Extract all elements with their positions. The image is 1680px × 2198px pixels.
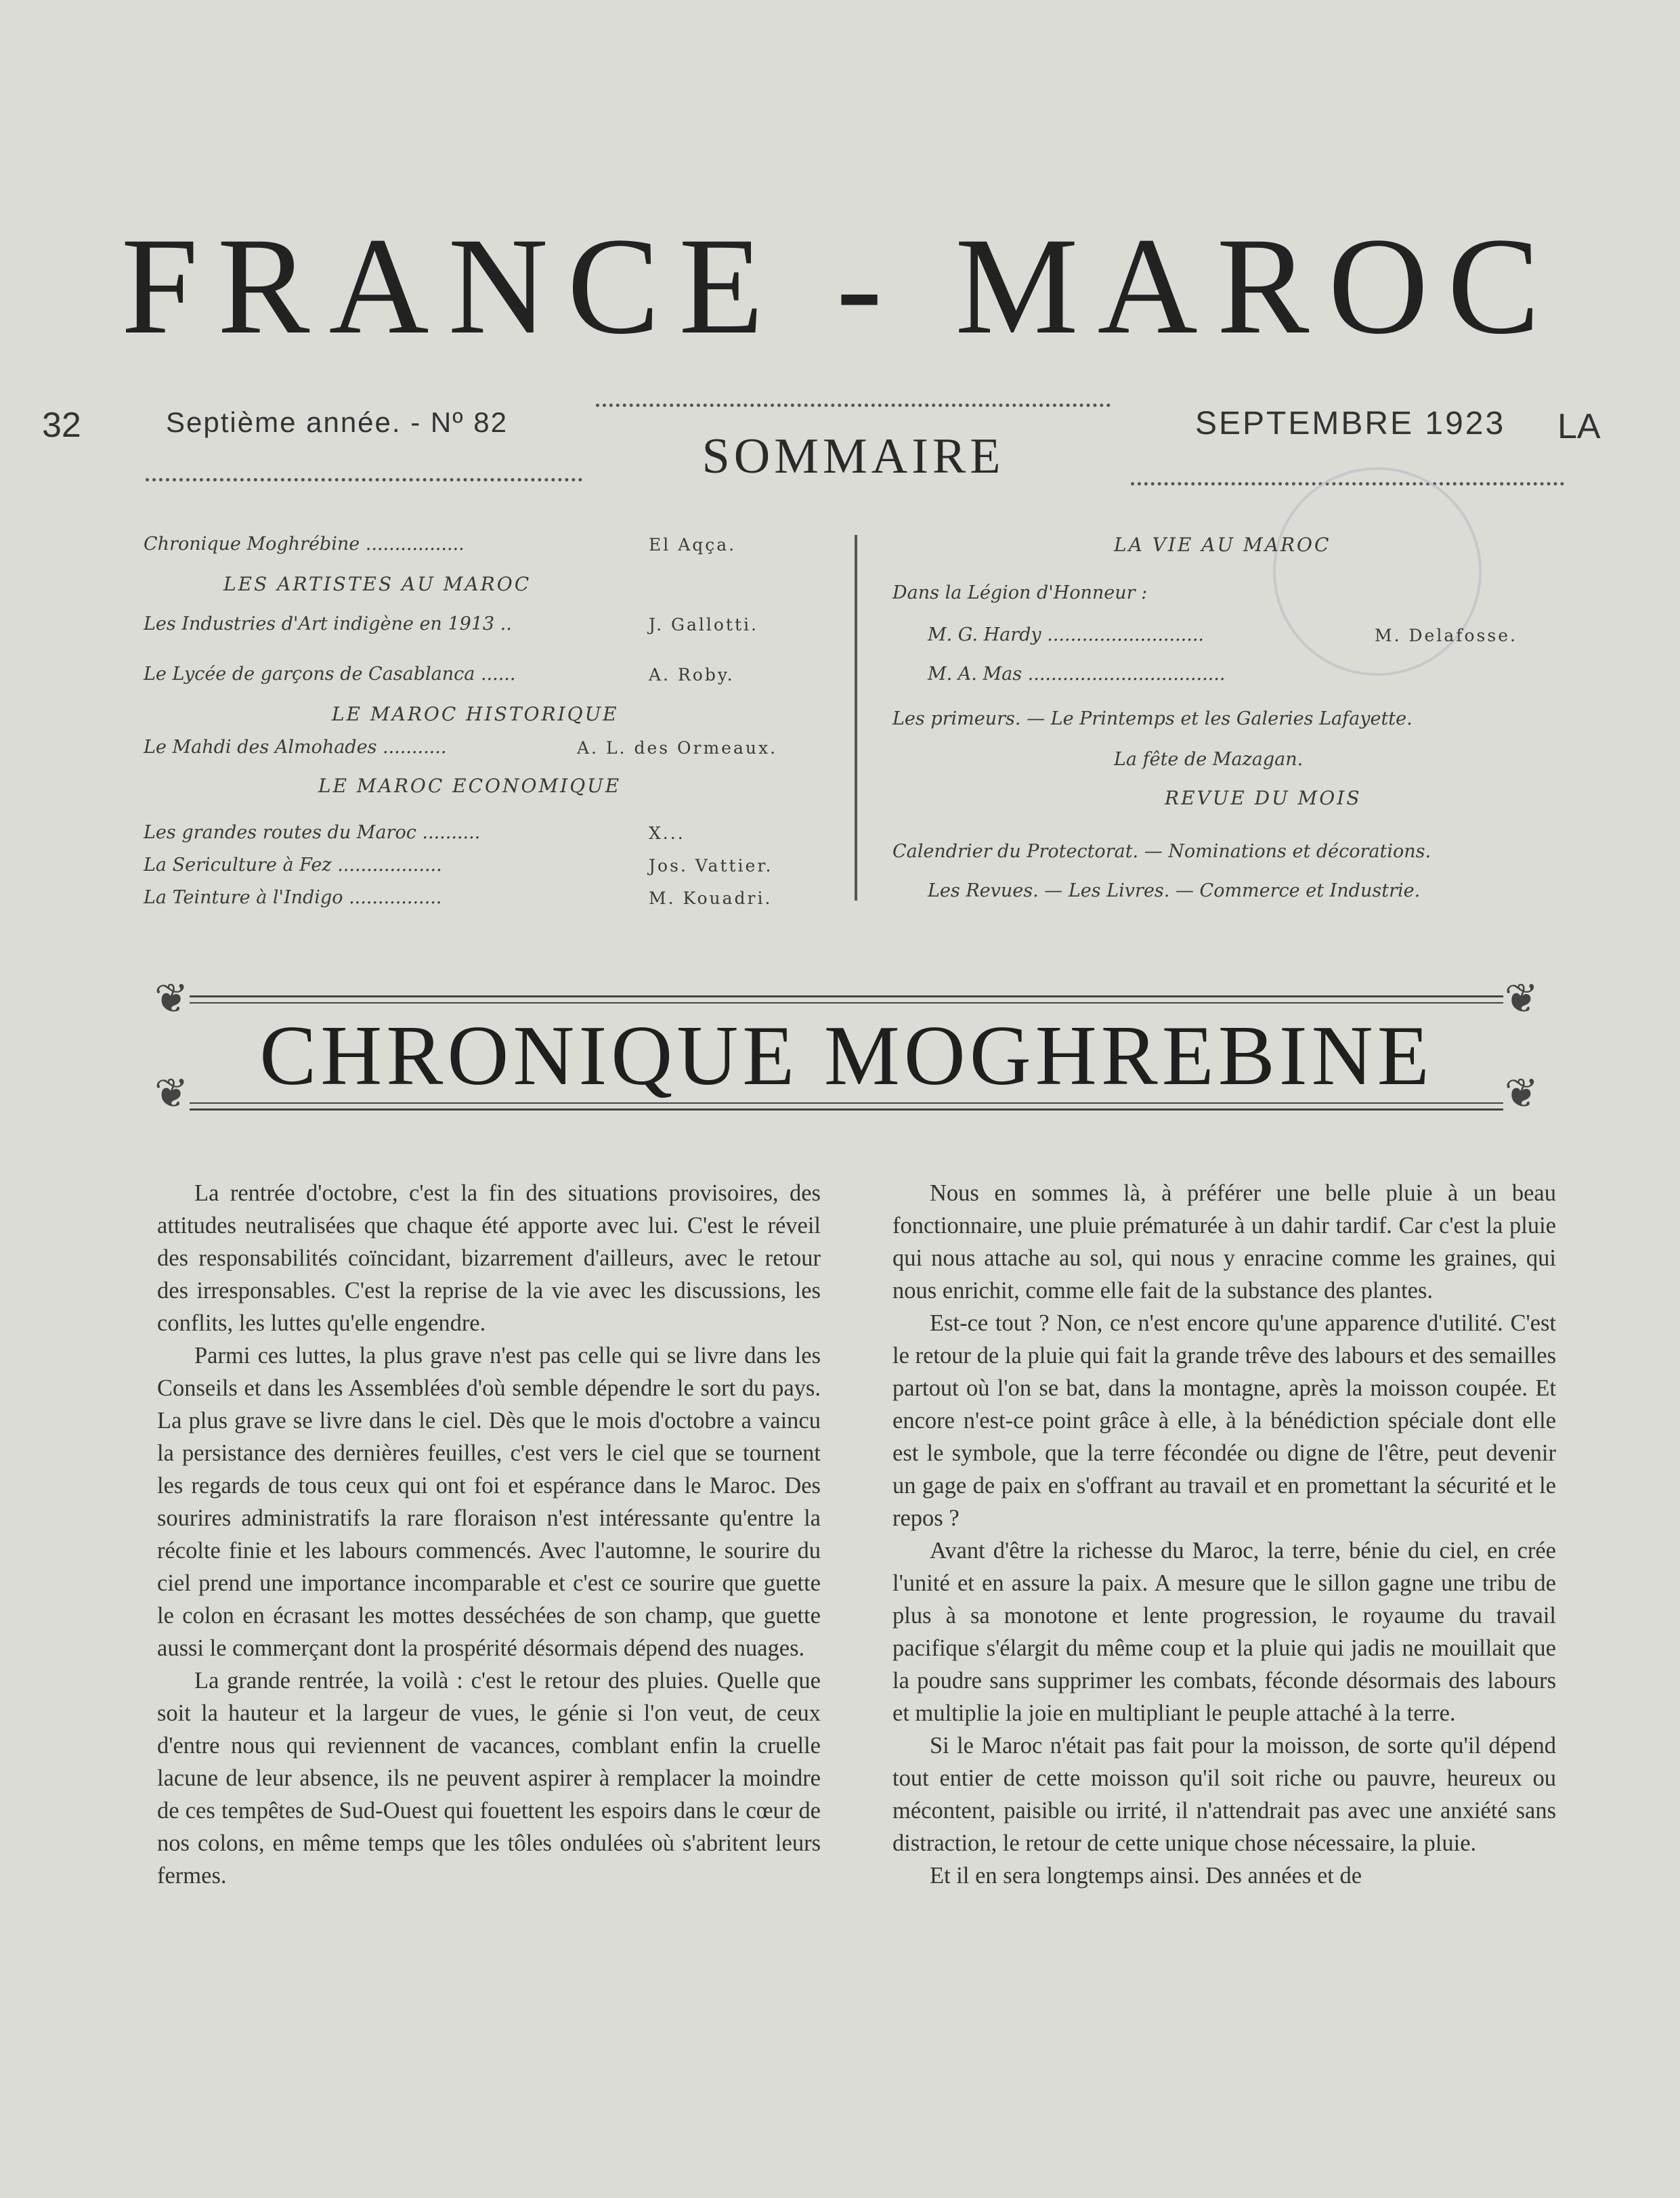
toc-section-heading: REVUE DU MOIS <box>1165 787 1362 809</box>
margin-note-right: LA <box>1557 407 1601 446</box>
toc-row-author: X... <box>649 823 685 843</box>
masthead-title: FRANCE - MAROC <box>121 209 1559 363</box>
issue-date: SEPTEMBRE 1923 <box>1195 406 1506 441</box>
toc-row-title: M. G. Hardy ........................... <box>928 624 1204 645</box>
toc-row-title: Calendrier du Protectorat. — Nominations et décorations. <box>892 841 1431 862</box>
toc-row-title: La Teinture à l'Indigo ................ <box>144 887 442 908</box>
toc-row-author: M. Delafosse. <box>1375 626 1517 645</box>
frame-rule <box>190 995 1503 997</box>
toc-row-title: Le Lycée de garçons de Casablanca ...... <box>144 664 516 685</box>
issue-edition: Septième année. - Nº 82 <box>166 406 508 438</box>
margin-note-left: 32 <box>42 406 81 445</box>
article-title-frame <box>149 975 1544 1124</box>
toc-section-heading: LE MAROC HISTORIQUE <box>332 703 619 725</box>
toc-row-title: Les Revues. — Les Livres. — Commerce et Industrie. <box>928 880 1421 901</box>
article-paragraph: Avant d'être la richesse du Maroc, la terre, bénie du ciel, en crée l'unité et en assure la paix. A mesure que le sillon gagne une tribu de plus à sa monotone et lente progression, le royaume du travail pacifique s'élargit du même coup et la pluie qui jadis ne mouillait que la poudre sans supprimer les combats, féconde désormais des labours et multiplie la joie en multipliant le peuple attaché à la terre. <box>892 1538 1556 1726</box>
divider-dots-top <box>596 404 1111 407</box>
toc-row-title: Chronique Moghrébine ................. <box>144 534 465 555</box>
toc-row-author: El Aqça. <box>649 535 737 555</box>
frame-rule <box>190 1108 1503 1111</box>
toc-row-author: A. L. des Ormeaux. <box>577 738 778 758</box>
article-paragraph: Si le Maroc n'était pas fait pour la moisson, de sorte qu'il dépend tout entier de cette moisson qu'il soit riche ou pauvre, heureux ou mécontent, paisible ou irrité, il n'attendrait pas avec une anxiété sans distraction, le retour de cette unique chose nécessaire, la pluie. <box>892 1733 1556 1856</box>
toc-row-author: Jos. Vattier. <box>649 856 773 876</box>
toc-section-heading: LE MAROC ECONOMIQUE <box>318 775 622 797</box>
ornament-icon: ❦ <box>154 975 189 1022</box>
toc-row-title: La fête de Mazagan. <box>1114 749 1304 770</box>
article-column-left <box>157 1177 821 1892</box>
ornament-icon: ❦ <box>1504 975 1538 1022</box>
ornament-icon: ❦ <box>154 1070 189 1117</box>
toc-section-heading: LES ARTISTES AU MAROC <box>223 573 532 595</box>
article-paragraph: Est-ce tout ? Non, ce n'est encore qu'une apparence d'utilité. C'est le retour de la pluie qui fait la grande trêve des labours et des semailles partout où l'on se bat, dans la montagne, après la moisson coupée. Et encore n'est-ce point grâce à elle, à la bénédiction spéciale dont elle est le symbole, que la terre fécondée ou digne de l'être, peut devenir un gage de paix en s'offrant au travail et en promettant la sécurité et le repos ? <box>892 1310 1556 1531</box>
article-title: CHRONIQUE MOGHREBINE <box>259 1009 1434 1103</box>
toc-row-title: Dans la Légion d'Honneur : <box>892 582 1148 603</box>
article-paragraph: Nous en sommes là, à préférer une belle pluie à un beau fonctionnaire, une pluie prématurée à un dahir tardif. Car c'est la pluie qui nous attache au sol, qui nous y enracine comme les graines, qui nous enrichit, comme elle fait de la substance des plantes. <box>892 1180 1556 1303</box>
article-paragraph: La grande rentrée, la voilà : c'est le retour des pluies. Quelle que soit la hauteur et la largeur de vues, le génie si l'on veut, de ceux d'entre nous qui reviennent de vacances, comblant enfin la cruelle lacune de leur absence, ils ne peuvent aspirer à remplacer la moindre de ces tempêtes de Sud-Ouest qui fouettent les espoirs dans le cœur de nos colons, en même temps que les tôles ondulées où s'abritent leurs fermes. <box>157 1668 821 1889</box>
ornament-icon: ❦ <box>1504 1070 1538 1117</box>
article-paragraph: La rentrée d'octobre, c'est la fin des situations provisoires, des attitudes neutralisées que chaque été apporte avec lui. C'est le réveil des responsabilités coïncidant, bizarrement d'ailleurs, avec le retour des irresponsables. C'est la reprise de la vie avec les discussions, les conflits, les luttes qu'elle engendre. <box>157 1180 821 1336</box>
article-column-right <box>892 1177 1556 1892</box>
toc-row-title: Les grandes routes du Maroc .......... <box>144 822 481 843</box>
toc-column-divider <box>855 535 857 901</box>
toc-row-author: J. Gallotti. <box>649 615 758 634</box>
sommaire-title: SOMMAIRE <box>702 429 1005 484</box>
article-paragraph: Et il en sera longtemps ainsi. Des années et de <box>930 1863 1362 1889</box>
toc-row-title: Les primeurs. — Le Printemps et les Galeries Lafayette. <box>892 708 1413 729</box>
frame-rule <box>190 1002 1503 1004</box>
divider-dots-left <box>146 478 582 481</box>
toc-row-title: M. A. Mas .................................. <box>928 664 1226 685</box>
toc-row-author: M. Kouadri. <box>649 888 773 908</box>
toc-section-heading: LA VIE AU MAROC <box>1114 534 1331 556</box>
toc-row-title: Le Mahdi des Almohades ........... <box>144 737 447 758</box>
toc-row-title: Les Industries d'Art indigène en 1913 .. <box>144 613 512 634</box>
article-paragraph: Parmi ces luttes, la plus grave n'est pas celle qui se livre dans les Conseils et dans les Assemblées d'où semble dépendre le sort du pays. La plus grave se livre dans le ciel. Dès que le mois d'octobre a vaincu la persistance des dernières feuilles, c'est vers le ciel que se tournent les regards de tous ceux qui ont foi et espérance dans le Maroc. Des sourires administratifs la rare floraison n'est intéressante qu'entre la récolte finie et les labours commencés. Avec l'automne, le sourire du ciel prend une importance incomparable et c'est ce sourire que guette le colon en écrasant les mottes desséchées de son champ, que guette aussi le commerçant dont la prospérité désormais dépend des nuages. <box>157 1343 821 1661</box>
toc-row-title: La Sericulture à Fez .................. <box>144 855 442 876</box>
toc-row-author: A. Roby. <box>649 665 735 685</box>
